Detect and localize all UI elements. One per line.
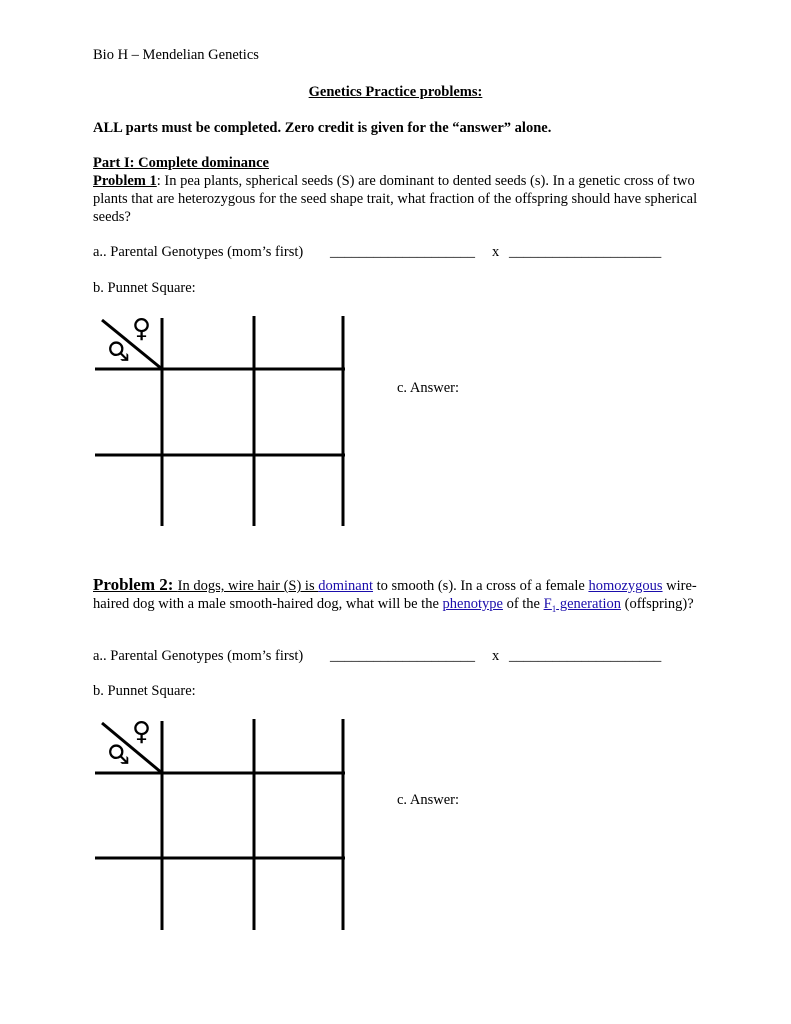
problem2-parental-label: a.. Parental Genotypes (mom’s first) xyxy=(93,648,304,664)
problem1-answer-label: c. Answer: xyxy=(397,380,460,396)
problem2-answer-label: c. Answer: xyxy=(397,792,460,808)
problem1-punnet-label: b. Punnet Square: xyxy=(93,280,196,296)
problem1-blank-2[interactable]: _____________________ xyxy=(509,244,662,260)
problem1-cross: x xyxy=(492,244,500,260)
problem1-label: Problem 1 xyxy=(93,173,157,189)
problem1-text: : In pea plants, spherical seeds (S) are dominant to dented seeds (s). In a genetic cross of two plants that are heterozygous for the seed shape trait, what fraction of the offspring should have spherical seeds? xyxy=(93,173,698,225)
part1-heading: Part I: Complete dominance xyxy=(93,155,269,171)
f1-subscript: 1 xyxy=(551,603,557,614)
problem2-text-2: to smooth (s). In a cross of a female xyxy=(373,578,589,594)
problem2-text-4: of the xyxy=(502,596,544,612)
f1-letter: F xyxy=(543,596,552,612)
problem2-blank-2[interactable]: _____________________ xyxy=(509,648,662,664)
worksheet-title: Genetics Practice problems: xyxy=(308,84,483,100)
female-symbol-icon: ♀ xyxy=(132,314,152,344)
document-header: Bio H – Mendelian Genetics xyxy=(93,47,259,63)
instructions: ALL parts must be completed. Zero credit is given for the “answer” alone. xyxy=(93,120,552,136)
problem2-cross: x xyxy=(492,648,500,664)
problem1-parental-label: a.. Parental Genotypes (mom’s first) xyxy=(93,244,304,260)
problem2-label: Problem 2: xyxy=(93,575,178,594)
problem2-text-1: In dogs, wire hair (S) is xyxy=(177,578,319,594)
link-homozygous[interactable]: homozygous xyxy=(588,578,663,594)
male-symbol-icon: ♂ xyxy=(102,742,133,766)
problem1-blank-1[interactable]: ____________________ xyxy=(330,244,475,260)
f1-generation-text: generation xyxy=(556,596,622,612)
link-dominant[interactable]: dominant xyxy=(318,578,373,594)
link-phenotype[interactable]: phenotype xyxy=(442,596,503,612)
problem2-blank-1[interactable]: ____________________ xyxy=(330,648,475,664)
female-symbol-icon: ♀ xyxy=(132,717,152,747)
male-symbol-icon: ♂ xyxy=(102,339,133,363)
problem2-text-3: wire-haired dog with a male smooth-haired dog, what will be the xyxy=(93,578,697,612)
problem2-punnet-label: b. Punnet Square: xyxy=(93,683,196,699)
problem2-text-5: (offspring)? xyxy=(621,596,694,612)
